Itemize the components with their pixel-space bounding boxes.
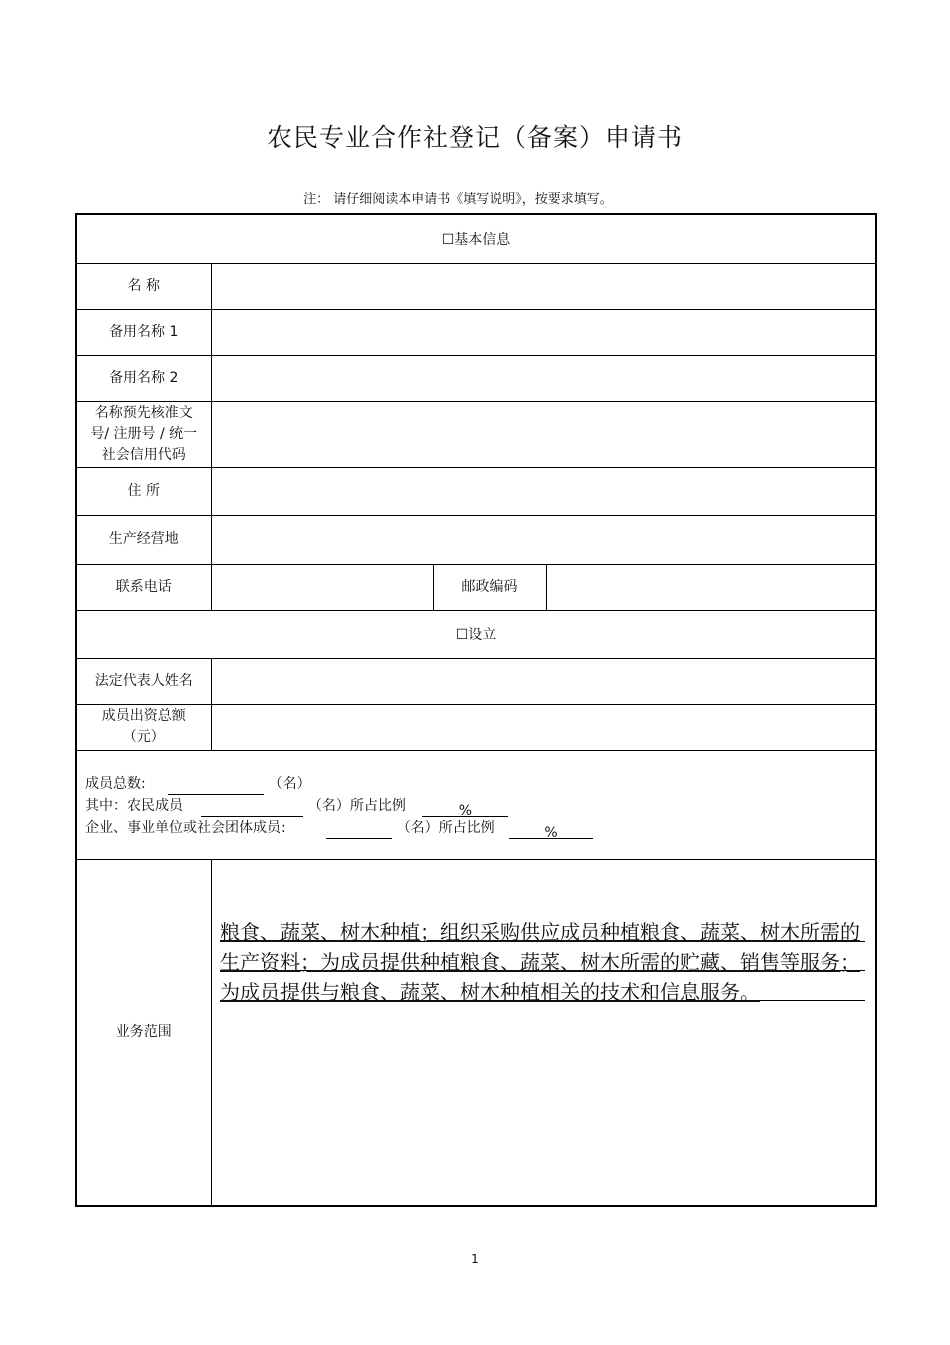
- members-total-row: [85, 773, 867, 795]
- section-setup: ☐设立: [76, 610, 876, 658]
- members-org-blank[interactable]: [326, 822, 392, 839]
- registration-code-field[interactable]: [211, 401, 876, 467]
- label-code-line-1: 名称预先核准文: [94, 404, 193, 421]
- members-block: [76, 750, 876, 859]
- members-farmers-percent: %: [458, 802, 473, 819]
- members-farmers-row: [85, 795, 867, 817]
- label-alt-name-2: 备用名称 2: [76, 355, 211, 401]
- instruction-note: 注： 请仔细阅读本申请书《填写说明》，按要求填写。: [303, 192, 613, 207]
- label-name: 名 称: [76, 263, 211, 309]
- label-code-line-2: 号/ 注册号 / 统一: [90, 425, 198, 442]
- label-alt-name-1: 备用名称 1: [76, 309, 211, 355]
- phone-field[interactable]: [211, 564, 433, 610]
- members-farmers-ratio-label: （名）所占比例: [307, 797, 406, 814]
- members-org-row: [85, 817, 867, 839]
- label-phone: 联系电话: [76, 564, 211, 610]
- address-field[interactable]: [211, 467, 876, 515]
- members-org-ratio-label: （名）所占比例: [396, 819, 495, 836]
- members-org-percent-blank[interactable]: [509, 822, 593, 839]
- label-code-line-3: 社会信用代码: [101, 446, 186, 463]
- label-capital-line-1: 成员出资总额: [101, 708, 186, 724]
- members-farmers-percent-blank[interactable]: [422, 800, 508, 817]
- capital-field[interactable]: [211, 704, 876, 750]
- alt-name-2-field[interactable]: [211, 355, 876, 401]
- alt-name-1-field[interactable]: [211, 309, 876, 355]
- members-org-label: 企业、事业单位或社会团体成员:: [85, 819, 286, 836]
- legal-rep-field[interactable]: [211, 658, 876, 704]
- business-scope-field[interactable]: [211, 859, 876, 1206]
- name-field[interactable]: [211, 263, 876, 309]
- postal-code-field[interactable]: [546, 564, 876, 610]
- label-registration-code: [76, 401, 211, 467]
- label-capital-line-2: （元）: [122, 729, 165, 745]
- application-form: [75, 213, 877, 1207]
- label-business-scope: 业务范围: [76, 859, 211, 1206]
- section-basic-info: ☐基本信息: [76, 214, 876, 263]
- members-farmers-label: 其中：农民成员: [85, 797, 183, 814]
- members-org-percent: %: [544, 824, 558, 841]
- business-scope-text: 粮食、蔬菜、树木种植；组织采购供应成员种植粮食、蔬菜、树木所需的生产资料；为成员提供种植粮食、蔬菜、树木所需的贮藏、销售等服务；为成员提供与粮食、蔬菜、树木种植相关的技术和信息服务。: [220, 920, 860, 1004]
- page-title: 农民专业合作社登记（备案）申请书: [266, 123, 683, 152]
- label-postal-code: 邮政编码: [433, 564, 546, 610]
- label-address: 住 所: [76, 467, 211, 515]
- members-farmers-blank[interactable]: [201, 800, 303, 817]
- production-site-field[interactable]: [211, 515, 876, 564]
- members-total-label: 成员总数:: [85, 775, 146, 792]
- label-legal-rep: 法定代表人姓名: [76, 658, 211, 704]
- page-number: 1: [471, 1252, 479, 1266]
- members-total-blank[interactable]: [168, 778, 264, 795]
- members-total-unit: （名）: [268, 775, 311, 792]
- label-capital: [76, 704, 211, 750]
- label-production-site: 生产经营地: [76, 515, 211, 564]
